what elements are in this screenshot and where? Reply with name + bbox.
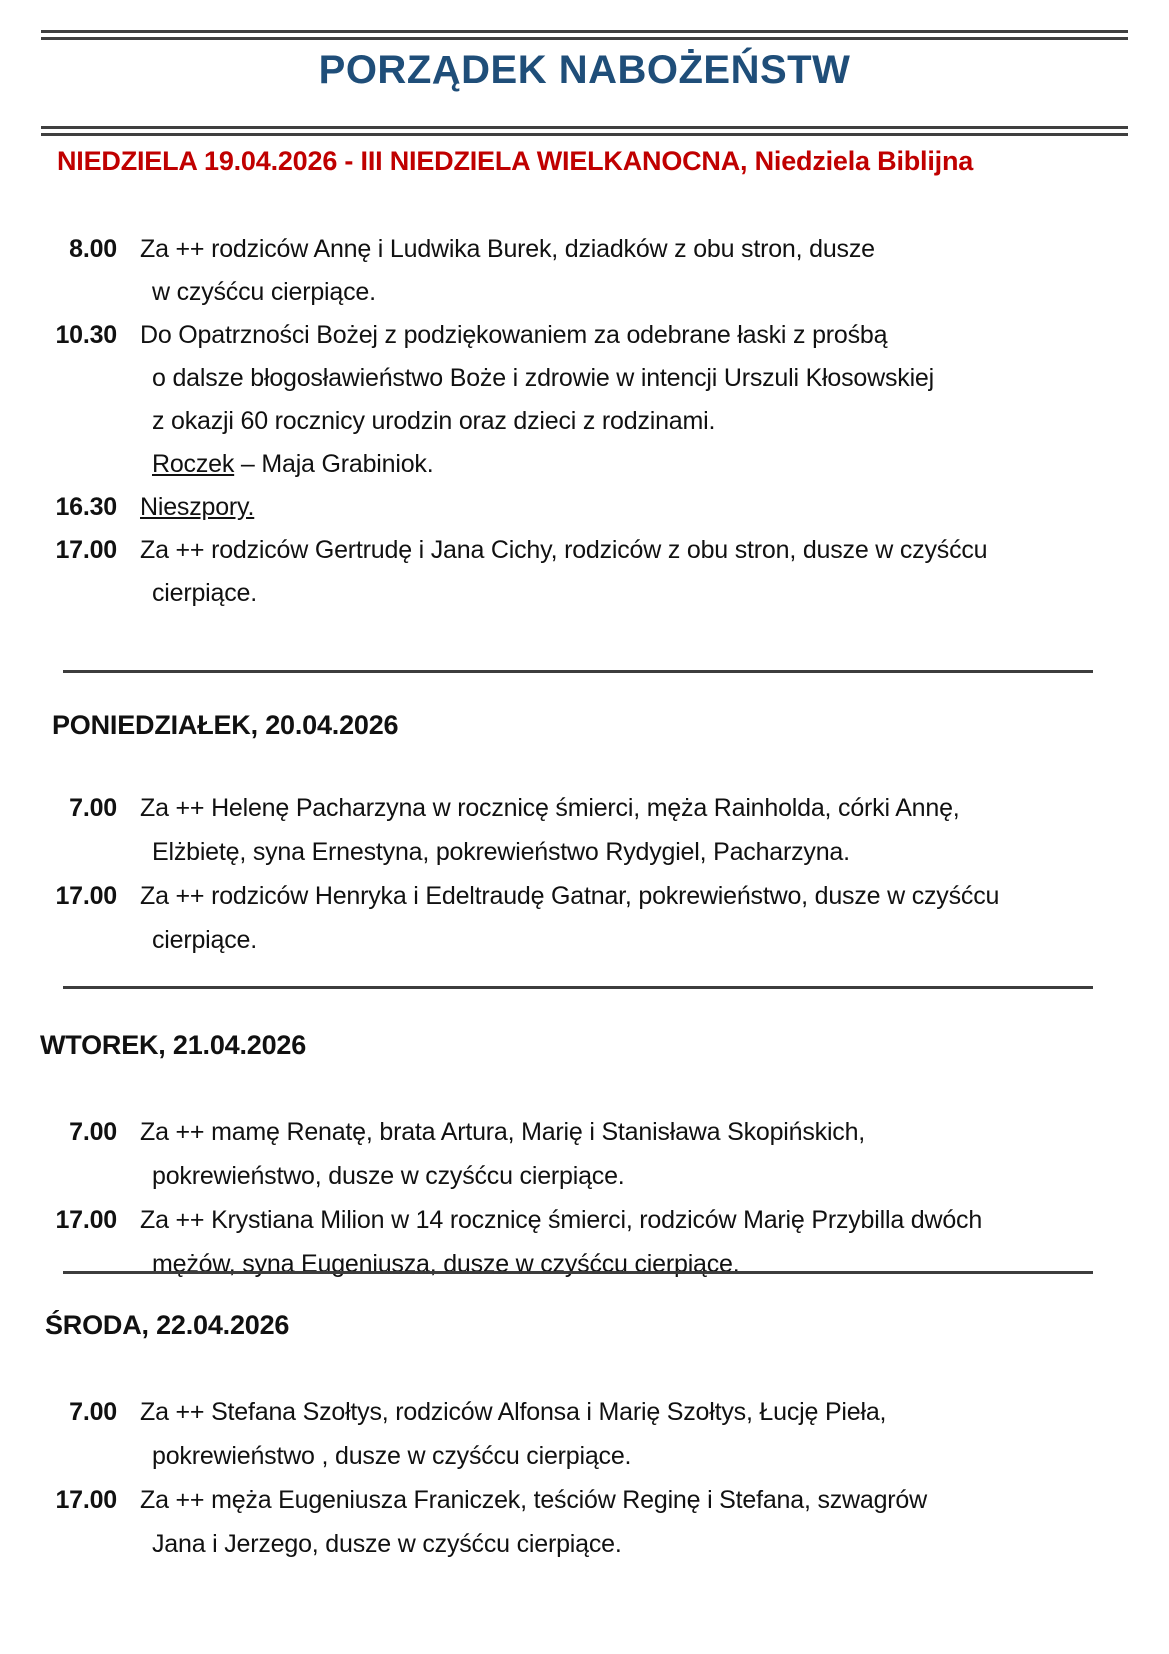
mass-time: 17.00 [55,882,117,910]
intention-line: Za ++ mamę Renatę, brata Artura, Marię i Stanisława Skopińskich, [140,1118,866,1146]
title-double-rule [41,126,1128,136]
section-separator [63,670,1093,673]
mass-intention [140,1110,1120,1198]
mass-entry [0,228,1120,314]
intention-line: Elżbietę, syna Ernestyna, pokrewieństwo Rydygiel, Pacharzyna. [152,838,850,866]
intention-line-roczek [140,443,1120,486]
intention-line: pokrewieństwo , dusze w czyśćcu cierpiące. [152,1442,632,1470]
section-separator [63,1271,1093,1274]
mass-intention [140,228,1120,314]
mass-intention [140,486,1120,529]
page-title: PORZĄDEK NABOŻEŃSTW [318,48,851,92]
intention-line: Za ++ Helenę Pacharzyna w rocznicę śmierci, męża Rainholda, córki Annę, [140,794,960,822]
intention-line: Za ++ rodziców Annę i Ludwika Burek, dziadków z obu stron, dusze [140,235,875,263]
sunday-entries [0,228,1120,615]
mass-entry [0,1478,1120,1566]
intention-line: Za ++ męża Eugeniusza Franiczek, teściów Reginę i Stefana, szwagrów [140,1486,927,1514]
intention-line [140,486,1120,529]
tuesday-entries [0,1110,1120,1286]
monday-section-heading: PONIEDZIAŁEK, 20.04.2026 [52,710,399,740]
intention-line: o dalsze błogosławieństwo Boże i zdrowie w intencji Urszuli Kłosowskiej [152,364,934,392]
mass-time: 7.00 [69,1398,117,1426]
mass-time: 17.00 [55,1206,117,1234]
mass-intention [140,529,1120,615]
top-double-rule [41,30,1128,40]
mass-entry [0,314,1120,486]
roczek-rest-text: – Maja Grabiniok. [234,450,434,478]
mass-entry [0,486,1120,529]
intention-line: pokrewieństwo, dusze w czyśćcu cierpiące. [152,1162,625,1190]
intention-line: mężów, syna Eugeniusza, dusze w czyśćcu cierpiące. [152,1250,740,1278]
mass-entry [0,1110,1120,1198]
mass-intention [140,874,1120,962]
section-separator [63,986,1093,989]
mass-entry [0,874,1120,962]
intention-line: z okazji 60 rocznicy urodzin oraz dzieci z rodzinami. [152,407,716,435]
mass-entry [0,529,1120,615]
monday-entries [0,786,1120,962]
mass-time: 7.00 [69,794,117,822]
mass-entry [0,1390,1120,1478]
mass-intention [140,314,1120,486]
intention-line: Za ++ rodziców Gertrudę i Jana Cichy, rodziców z obu stron, dusze w czyśćcu [140,536,988,564]
roczek-underlined-text: Roczek [152,450,235,478]
nieszpory-underlined-text: Nieszpory. [140,493,255,521]
intention-line: w czyśćcu cierpiące. [152,278,376,306]
intention-line: cierpiące. [152,579,257,607]
wednesday-section-heading: ŚRODA, 22.04.2026 [45,1310,290,1340]
wednesday-entries [0,1390,1120,1566]
intention-line: Za ++ rodziców Henryka i Edeltraudę Gatnar, pokrewieństwo, dusze w czyśćcu [140,882,1000,910]
mass-time: 10.30 [55,321,117,349]
mass-time: 17.00 [55,536,117,564]
mass-entry [0,786,1120,874]
intention-line: Jana i Jerzego, dusze w czyśćcu cierpiące. [152,1530,622,1558]
intention-line: Za ++ Krystiana Milion w 14 rocznicę śmierci, rodziców Marię Przybilla dwóch [140,1206,983,1234]
intention-line: Do Opatrzności Bożej z podziękowaniem za odebrane łaski z prośbą [140,321,888,349]
mass-intention [140,1478,1120,1566]
mass-time: 17.00 [55,1486,117,1514]
intention-line: cierpiące. [152,926,257,954]
tuesday-section-heading: WTOREK, 21.04.2026 [40,1030,307,1060]
intention-line: Za ++ Stefana Szołtys, rodziców Alfonsa i Marię Szołtys, Łucję Pieła, [140,1398,887,1426]
mass-time: 8.00 [69,235,117,263]
mass-time: 16.30 [55,493,117,521]
mass-intention [140,1390,1120,1478]
mass-intention [140,786,1120,874]
sunday-section-heading: NIEDZIELA 19.04.2026 - III NIEDZIELA WIELKANOCNA, Niedziela Biblijna [57,146,974,176]
mass-time: 7.00 [69,1118,117,1146]
